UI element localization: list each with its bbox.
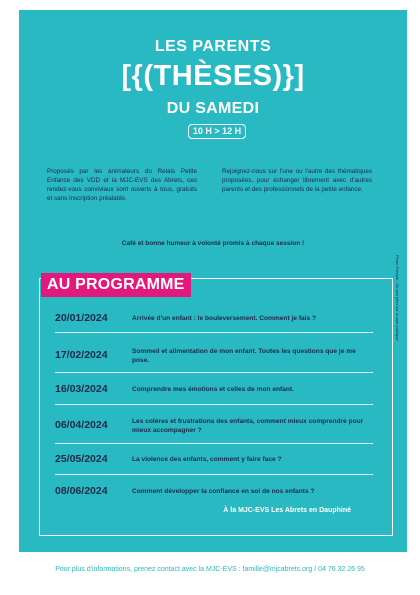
session-topic: Comment développer la confiance en soi de nos enfants ?: [132, 488, 315, 495]
session-topic: Comprendre mes émotions et celles de mon enfant.: [132, 386, 294, 393]
intro-left-paragraph: Proposés par les animateurs du Relais Petite Enfance des VDD et la MJC-EVS des Abrets, ces rendez-vous conviviaux sont ouverts à tous, gratuits et sans inscription préalable.: [47, 168, 197, 202]
intro-right-paragraph: Rejoignez-nous sur l'une ou l'autre des thématiques proposées, pour échanger librement avec d'autres parents et des professionnels de la petite enfance.: [222, 168, 372, 193]
time-badge: 10 H > 12 H: [188, 124, 246, 139]
session-date: 25/05/2024: [55, 453, 108, 465]
contact-footer: Pour plus d'informations, prenez contact avec la MJC-EVS : famille@mjcabrets.org / 04 76 32 26 95: [55, 566, 365, 573]
row-divider: [55, 404, 373, 405]
session-date: 17/02/2024: [55, 349, 108, 361]
session-date: 06/04/2024: [55, 419, 108, 431]
session-date: 08/06/2024: [55, 485, 108, 497]
event-location: À la MJC-EVS Les Abrets en Dauphiné: [223, 507, 351, 514]
session-topic: Arrivée d'un enfant : le bouleversement. Comment je fais ?: [132, 315, 317, 322]
logo-line-3: DU SAMEDI: [166, 100, 260, 117]
logo-line-1: LES PARENTS: [154, 38, 272, 55]
row-divider: [55, 372, 373, 373]
row-divider: [55, 332, 373, 333]
session-date: 16/03/2024: [55, 383, 108, 395]
session-topic: Les colères et frustrations des enfants, comment mieux comprendre pour mieux accompagner ?: [132, 418, 364, 434]
poster: [19, 10, 407, 552]
program-title: AU PROGRAMME: [41, 273, 191, 297]
tagline: Café et bonne humeur à volonté promis à chaque session !: [121, 240, 305, 247]
session-topic: La violence des enfants, comment y faire face ?: [132, 456, 282, 463]
logo-line-2: [{(THÈSES)}]: [121, 60, 305, 92]
session-topic: Sommeil et alimentation de mon enfant. Toutes les questions que je me pose.: [132, 348, 356, 364]
row-divider: [55, 474, 373, 475]
row-divider: [55, 443, 373, 444]
event-logo: [19, 10, 407, 160]
photo-credit: Photo Freepik - Ne pas jeter sur la voie publique: [395, 255, 400, 341]
session-date: 20/01/2024: [55, 312, 108, 324]
